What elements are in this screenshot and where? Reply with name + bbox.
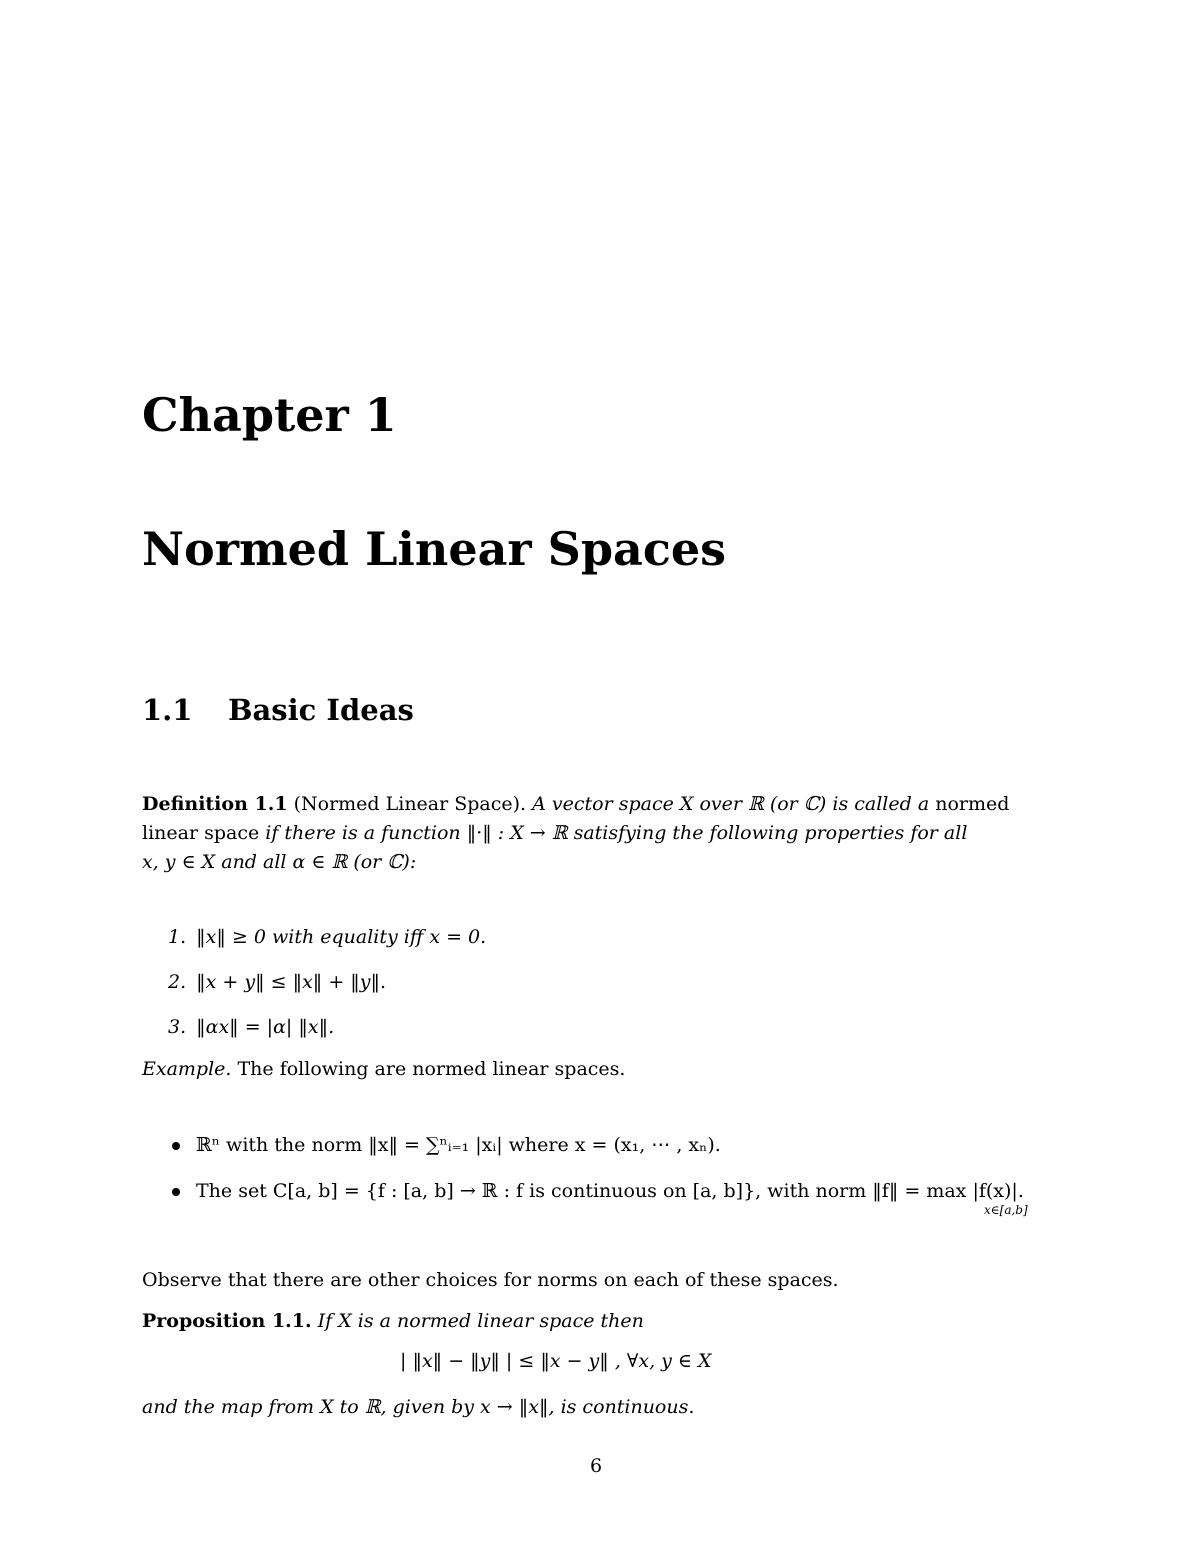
list-item [172, 1134, 721, 1156]
section-heading [142, 693, 414, 727]
section-number: 1.1 [142, 693, 193, 727]
example-text: The following are normed linear spaces. [237, 1058, 626, 1080]
page-number: 6 [590, 1455, 603, 1477]
chapter-label: Chapter 1 [142, 388, 397, 442]
property-item [168, 1016, 334, 1038]
definition-name: (Normed Linear Space). [293, 793, 527, 815]
property-label: 1. [168, 926, 187, 948]
property-item [168, 971, 386, 993]
example-label: Example. [142, 1058, 232, 1080]
chapter-title: Normed Linear Spaces [142, 522, 727, 576]
example-line [142, 1055, 625, 1084]
proposition-line [142, 1307, 644, 1336]
definition-term-1: normed [935, 793, 1010, 815]
section-title: Basic Ideas [228, 693, 414, 727]
definition-text-1: A vector space X over ℝ (or ℂ) is called a [532, 793, 930, 815]
conclusion-text: and the map from X to ℝ, given by x → ‖x‖, is continuous. [142, 1396, 695, 1418]
definition-term-2: linear space [142, 822, 260, 844]
definition-text-3: x, y ∈ X and all α ∈ ℝ (or ℂ): [142, 851, 417, 873]
bullet-icon [172, 1142, 180, 1150]
inequality-display: | ‖x‖ − ‖y‖ | ≤ ‖x − y‖ , ∀x, y ∈ X [400, 1350, 712, 1372]
property-label: 2. [168, 971, 187, 993]
definition-text-2: if there is a function ‖·‖ : X → ℝ satisfying the following properties for all [265, 822, 968, 844]
list-item [172, 1180, 1024, 1202]
observe-text: Observe that there are other choices for norms on each of these spaces. [142, 1269, 839, 1291]
bullet-icon [172, 1188, 180, 1196]
definition-line-2 [142, 819, 967, 848]
definition-line-1 [142, 790, 1009, 819]
property-text: ‖x‖ ≥ 0 with equality iff x = 0. [196, 926, 487, 948]
proposition-text: If X is a normed linear space then [317, 1310, 644, 1332]
max-subscript: x∈[a,b] [984, 1203, 1028, 1217]
property-text: ‖αx‖ = |α| ‖x‖. [196, 1016, 335, 1038]
property-item [168, 926, 486, 948]
bullet-text: ℝⁿ with the norm ‖x‖ = ∑ⁿᵢ₌₁ |xᵢ| where x = (x₁, ⋯ , xₙ). [196, 1134, 721, 1156]
property-label: 3. [168, 1016, 187, 1038]
bullet-text: The set C[a, b] = {f : [a, b] → ℝ : f is continuous on [a, b]}, with norm ‖f‖ = max |f(x)|. [196, 1180, 1024, 1202]
property-text: ‖x + y‖ ≤ ‖x‖ + ‖y‖. [196, 971, 387, 993]
definition-label: Definition 1.1 [142, 793, 288, 815]
proposition-label: Proposition 1.1. [142, 1310, 312, 1332]
